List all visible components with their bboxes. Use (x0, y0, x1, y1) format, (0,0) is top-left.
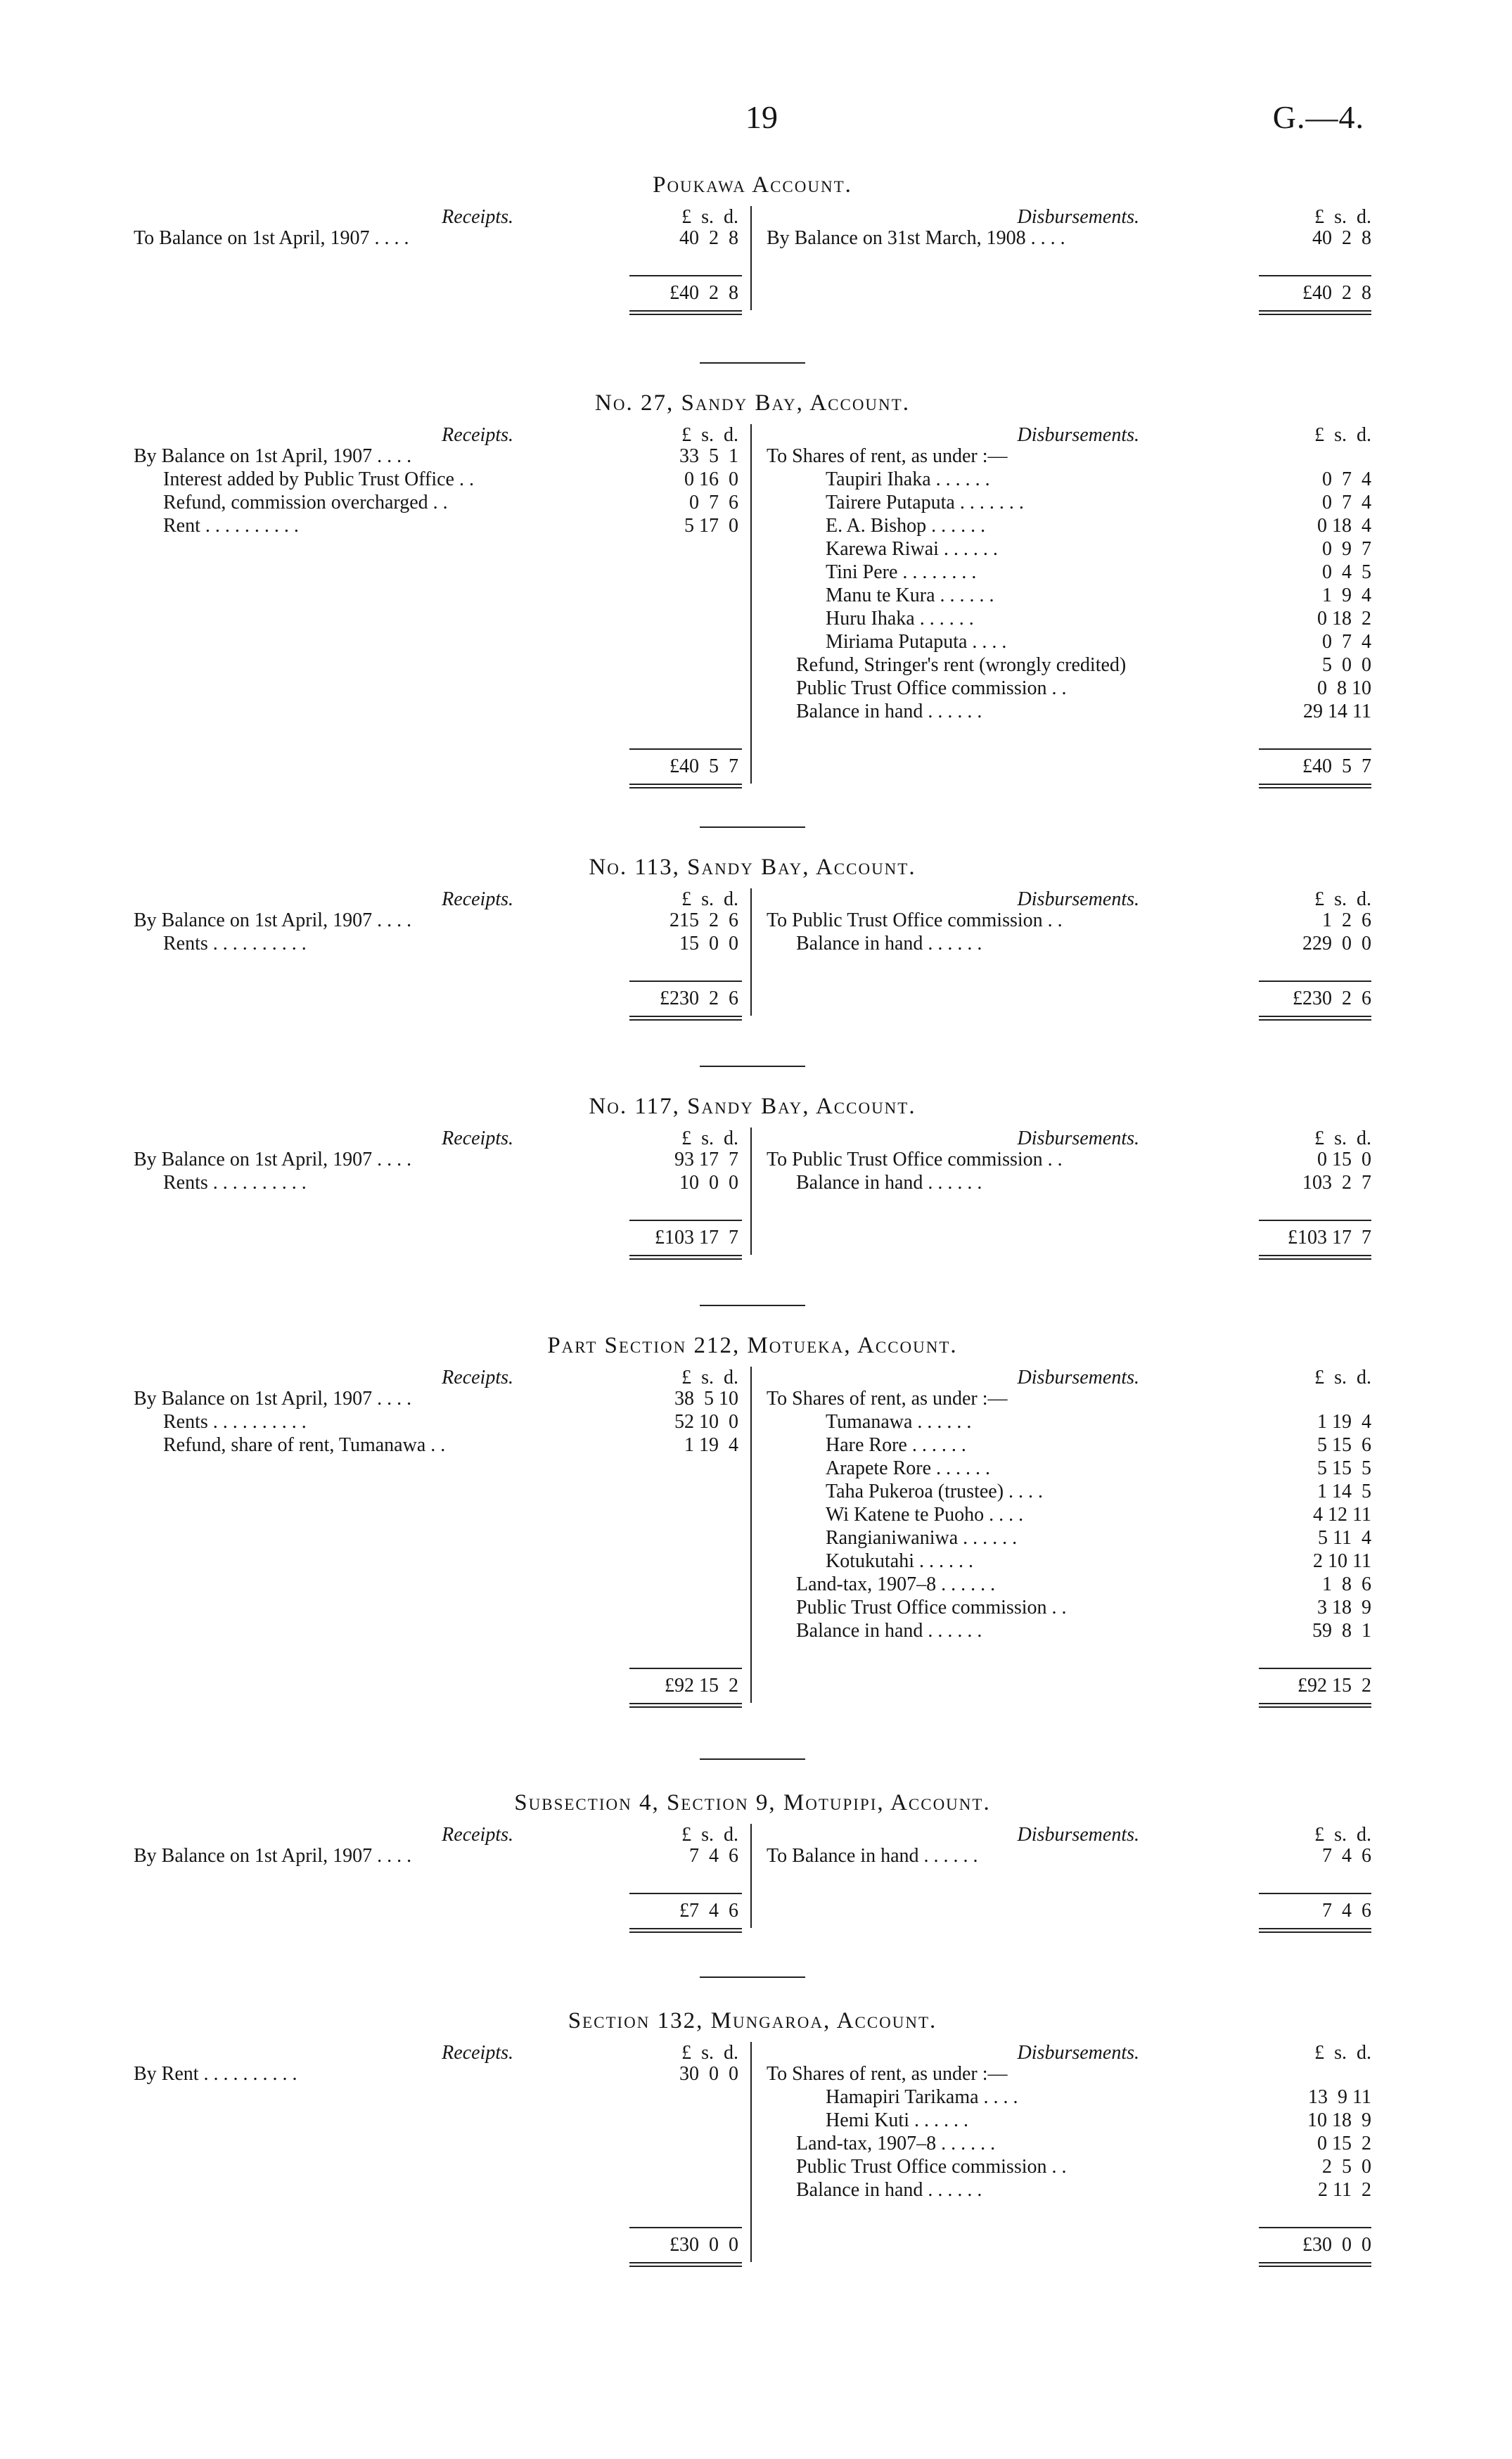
disbursements-row (752, 1411, 1371, 1434)
receipts-row (134, 1149, 752, 1172)
disbursements-row (752, 1172, 1371, 1195)
disbursements-row (752, 631, 1371, 654)
entry-description: To Shares of rent, as under :— (767, 2063, 1008, 2085)
disbursements-column (752, 206, 1371, 304)
account-section (134, 1333, 1371, 1697)
disbursements-row (752, 1457, 1371, 1481)
disbursements-row (752, 933, 1371, 956)
total-rule-bottom (629, 1703, 742, 1708)
entry-description: Taupiri Ihaka . . . . . . (826, 468, 990, 490)
entry-amount: 3 18 9 (1317, 1597, 1371, 1618)
receipts-row (134, 468, 752, 492)
disbursements-row (752, 1620, 1371, 1643)
total-rule-top (629, 981, 742, 982)
receipts-column (134, 1824, 752, 1922)
section-separator (700, 362, 805, 364)
receipts-row (134, 1845, 752, 1868)
disbursements-column (752, 2042, 1371, 2256)
entry-amount: 30 0 0 (679, 2063, 738, 2085)
entry-description: Rangianiwaniwa . . . . . . (826, 1527, 1018, 1549)
receipts-column (134, 206, 752, 304)
entry-description: Wi Katene te Puoho . . . . (826, 1504, 1024, 1526)
disbursements-total: £40 5 7 (1302, 755, 1371, 777)
disbursements-row (752, 2179, 1371, 2202)
entry-description: Public Trust Office commission . . (796, 2156, 1067, 2178)
disbursements-total: £103 17 7 (1288, 1227, 1371, 1248)
receipts-heading: Receipts. (442, 1367, 513, 1388)
disbursements-row (752, 1573, 1371, 1597)
total-rule-top (629, 275, 742, 276)
total-rule-bottom (629, 2262, 742, 2267)
disbursements-total: 7 4 6 (1322, 1900, 1371, 1922)
total-rule-top (629, 748, 742, 750)
entry-amount: 0 7 4 (1322, 631, 1371, 653)
entry-description: By Balance on 1st April, 1907 . . . . (134, 1149, 412, 1170)
receipts-row (134, 909, 752, 933)
disbursements-row (752, 909, 1371, 933)
entry-description: Public Trust Office commission . . (796, 1597, 1067, 1618)
currency-heading: £ s. d. (681, 1367, 738, 1388)
entry-description: Miriama Putaputa . . . . (826, 631, 1007, 653)
entry-description: Karewa Riwai . . . . . . (826, 538, 998, 560)
entry-amount: 33 5 1 (679, 445, 738, 467)
entry-amount: 0 9 7 (1322, 538, 1371, 560)
receipts-column (134, 1128, 752, 1248)
entry-amount: 93 17 7 (674, 1149, 738, 1170)
disbursements-row (752, 1434, 1371, 1457)
total-rule-top (1259, 1220, 1371, 1221)
entry-amount: 0 16 0 (684, 468, 738, 490)
disbursements-row (752, 2156, 1371, 2179)
entry-description: Tini Pere . . . . . . . . (826, 561, 977, 583)
entry-description: Hemi Kuti . . . . . . (826, 2109, 968, 2131)
entry-amount: 5 11 4 (1318, 1527, 1371, 1549)
section-separator (700, 1305, 805, 1306)
disbursements-row (752, 585, 1371, 608)
disbursements-heading: Disbursements. (1017, 1128, 1139, 1149)
entry-description: Balance in hand . . . . . . (796, 701, 982, 722)
section-separator (700, 1758, 805, 1760)
entry-amount: 5 15 5 (1317, 1457, 1371, 1479)
disbursements-header (752, 1367, 1371, 1388)
total-rule-bottom (1259, 1703, 1371, 1708)
total-rule-bottom (629, 310, 742, 315)
disbursements-column (752, 1128, 1371, 1248)
receipts-header (134, 1367, 752, 1388)
entry-description: By Balance on 31st March, 1908 . . . . (767, 227, 1065, 249)
entry-description: Balance in hand . . . . . . (796, 1620, 982, 1642)
disbursements-header (752, 1824, 1371, 1845)
entry-amount: 0 18 2 (1317, 608, 1371, 630)
total-rule-top (1259, 981, 1371, 982)
entry-description: Balance in hand . . . . . . (796, 1172, 982, 1194)
entry-description: Hamapiri Tarikama . . . . (826, 2086, 1018, 2108)
receipts-header (134, 2042, 752, 2063)
entry-description: By Balance on 1st April, 1907 . . . . (134, 1845, 412, 1867)
entry-amount: 0 18 4 (1317, 515, 1371, 537)
entry-description: To Balance in hand . . . . . . (767, 1845, 978, 1867)
receipts-total: £40 2 8 (669, 282, 738, 304)
currency-heading: £ s. d. (1314, 424, 1371, 446)
currency-heading: £ s. d. (681, 1824, 738, 1846)
total-rule-top (1259, 748, 1371, 750)
section-separator (700, 1066, 805, 1067)
entry-amount: 103 2 7 (1302, 1172, 1371, 1194)
entry-amount: 0 7 4 (1322, 492, 1371, 513)
entry-amount: 0 15 0 (1317, 1149, 1371, 1170)
currency-heading: £ s. d. (1314, 888, 1371, 910)
currency-heading: £ s. d. (681, 2042, 738, 2064)
receipts-column (134, 888, 752, 1009)
total-rule-top (629, 2227, 742, 2228)
entry-description: Kotukutahi . . . . . . (826, 1550, 973, 1572)
disbursements-row (752, 2133, 1371, 2156)
receipts-total: £230 2 6 (660, 988, 738, 1009)
total-rule-bottom (629, 1255, 742, 1260)
entry-description: By Rent . . . . . . . . . . (134, 2063, 297, 2085)
entry-amount: 38 5 10 (674, 1388, 738, 1410)
entry-amount: 59 8 1 (1312, 1620, 1371, 1642)
receipts-heading: Receipts. (442, 206, 513, 228)
entry-amount: 0 7 6 (689, 492, 738, 513)
entry-description: Tumanawa . . . . . . (826, 1411, 972, 1433)
entry-description: Manu te Kura . . . . . . (826, 585, 994, 606)
total-rule-bottom (1259, 1255, 1371, 1260)
total-rule-top (1259, 2227, 1371, 2228)
receipts-header (134, 206, 752, 227)
entry-amount: 1 19 4 (1317, 1411, 1371, 1433)
entry-amount: 0 8 10 (1317, 677, 1371, 699)
entry-amount: 1 9 4 (1322, 585, 1371, 606)
receipts-column (134, 424, 752, 777)
disbursements-header (752, 888, 1371, 909)
disbursements-row (752, 445, 1371, 468)
disbursements-row (752, 1845, 1371, 1868)
account-title: No. 27, Sandy Bay, Account. (595, 390, 910, 416)
entry-amount: 1 2 6 (1322, 909, 1371, 931)
entry-description: E. A. Bishop . . . . . . (826, 515, 986, 537)
entry-description: To Public Trust Office commission . . (767, 1149, 1063, 1170)
disbursements-row (752, 1481, 1371, 1504)
disbursements-heading: Disbursements. (1017, 888, 1139, 910)
entry-amount: 229 0 0 (1302, 933, 1371, 954)
disbursements-row (752, 2109, 1371, 2133)
section-separator (700, 826, 805, 828)
receipts-row (134, 933, 752, 956)
entry-description: Rents . . . . . . . . . . (163, 933, 307, 954)
entry-description: Public Trust Office commission . . (796, 677, 1067, 699)
account-section (134, 2008, 1371, 2289)
total-rule-bottom (1259, 1016, 1371, 1021)
disbursements-row (752, 561, 1371, 585)
receipts-row (134, 445, 752, 468)
disbursements-row (752, 227, 1371, 250)
disbursements-heading: Disbursements. (1017, 206, 1139, 228)
entry-description: To Public Trust Office commission . . (767, 909, 1063, 931)
disbursements-row (752, 1527, 1371, 1550)
disbursements-column (752, 424, 1371, 777)
total-rule-top (1259, 1893, 1371, 1894)
entry-amount: 7 4 6 (1322, 1845, 1371, 1867)
disbursements-row (752, 1149, 1371, 1172)
receipts-heading: Receipts. (442, 424, 513, 446)
disbursements-row (752, 538, 1371, 561)
account-title: Part Section 212, Motueka, Account. (547, 1333, 958, 1358)
account-title: No. 117, Sandy Bay, Account. (589, 1094, 916, 1119)
receipts-column (134, 2042, 752, 2256)
disbursements-total: £92 15 2 (1298, 1675, 1371, 1697)
receipts-row (134, 1434, 752, 1457)
total-rule-bottom (1259, 1928, 1371, 1933)
receipts-header (134, 888, 752, 909)
total-rule-bottom (629, 1016, 742, 1021)
total-rule-top (1259, 275, 1371, 276)
entry-amount: 2 10 11 (1313, 1550, 1371, 1572)
entry-amount: 7 4 6 (689, 1845, 738, 1867)
entry-amount: 40 2 8 (1312, 227, 1371, 249)
receipts-header (134, 1128, 752, 1149)
total-rule-top (1259, 1668, 1371, 1669)
entry-description: Rents . . . . . . . . . . (163, 1172, 307, 1194)
disbursements-row (752, 654, 1371, 677)
entry-description: Arapete Rore . . . . . . (826, 1457, 991, 1479)
receipts-heading: Receipts. (442, 1128, 513, 1149)
disbursements-header (752, 1128, 1371, 1149)
currency-heading: £ s. d. (681, 1128, 738, 1149)
disbursements-row (752, 2063, 1371, 2086)
entry-description: Refund, share of rent, Tumanawa . . (163, 1434, 446, 1456)
receipts-row (134, 492, 752, 515)
entry-description: Hare Rore . . . . . . (826, 1434, 966, 1456)
entry-description: To Shares of rent, as under :— (767, 1388, 1008, 1410)
disbursements-total: £30 0 0 (1302, 2234, 1371, 2256)
currency-heading: £ s. d. (681, 424, 738, 446)
entry-amount: 0 4 5 (1322, 561, 1371, 583)
disbursements-row (752, 2086, 1371, 2109)
currency-heading: £ s. d. (1314, 1367, 1371, 1388)
currency-heading: £ s. d. (1314, 2042, 1371, 2064)
account-title: Subsection 4, Section 9, Motupipi, Account. (514, 1790, 991, 1815)
receipts-row (134, 1172, 752, 1195)
entry-description: Land-tax, 1907–8 . . . . . . (796, 1573, 996, 1595)
receipts-header (134, 1824, 752, 1845)
entry-description: Land-tax, 1907–8 . . . . . . (796, 2133, 996, 2154)
account-title: No. 113, Sandy Bay, Account. (589, 855, 916, 880)
disbursements-row (752, 468, 1371, 492)
entry-amount: 2 5 0 (1322, 2156, 1371, 2178)
disbursements-row (752, 608, 1371, 631)
entry-description: Rents . . . . . . . . . . (163, 1411, 307, 1433)
currency-heading: £ s. d. (681, 888, 738, 910)
entry-amount: 0 15 2 (1317, 2133, 1371, 2154)
receipts-column (134, 1367, 752, 1697)
entry-description: Refund, Stringer's rent (wrongly credited) (796, 654, 1127, 676)
entry-amount: 0 7 4 (1322, 468, 1371, 490)
entry-description: Rent . . . . . . . . . . (163, 515, 299, 537)
entry-amount: 1 14 5 (1317, 1481, 1371, 1502)
disbursements-row (752, 1504, 1371, 1527)
total-rule-bottom (629, 784, 742, 788)
entry-description: Tairere Putaputa . . . . . . . (826, 492, 1024, 513)
receipts-heading: Receipts. (442, 2042, 513, 2064)
disbursements-heading: Disbursements. (1017, 2042, 1139, 2064)
disbursements-heading: Disbursements. (1017, 1824, 1139, 1846)
entry-description: Huru Ihaka . . . . . . (826, 608, 974, 630)
entry-amount: 40 2 8 (679, 227, 738, 249)
disbursements-header (752, 206, 1371, 227)
entry-amount: 15 0 0 (679, 933, 738, 954)
receipts-row (134, 1411, 752, 1434)
total-rule-bottom (629, 1928, 742, 1933)
receipts-header (134, 424, 752, 445)
entry-amount: 5 0 0 (1322, 654, 1371, 676)
receipts-row (134, 515, 752, 538)
disbursements-row (752, 515, 1371, 538)
entry-description: By Balance on 1st April, 1907 . . . . (134, 1388, 412, 1410)
receipts-heading: Receipts. (442, 1824, 513, 1846)
entry-amount: 215 2 6 (669, 909, 738, 931)
account-title: Section 132, Mungaroa, Account. (568, 2008, 937, 2033)
entry-amount: 10 0 0 (679, 1172, 738, 1194)
total-rule-top (629, 1220, 742, 1221)
receipts-row (134, 227, 752, 250)
disbursements-row (752, 701, 1371, 724)
receipts-total: £40 5 7 (669, 755, 738, 777)
entry-description: Interest added by Public Trust Office . . (163, 468, 474, 490)
entry-amount: 13 9 11 (1308, 2086, 1371, 2108)
entry-description: Taha Pukeroa (trustee) . . . . (826, 1481, 1044, 1502)
entry-description: By Balance on 1st April, 1907 . . . . (134, 445, 412, 467)
receipts-row (134, 1388, 752, 1411)
disbursements-heading: Disbursements. (1017, 1367, 1139, 1388)
receipts-total: £92 15 2 (665, 1675, 738, 1697)
total-rule-top (629, 1668, 742, 1669)
entry-amount: 10 18 9 (1307, 2109, 1371, 2131)
disbursements-row (752, 492, 1371, 515)
disbursements-total: £230 2 6 (1293, 988, 1371, 1009)
total-rule-bottom (1259, 2262, 1371, 2267)
document-reference: G.—4. (1272, 99, 1364, 135)
entry-description: To Shares of rent, as under :— (767, 445, 1008, 467)
disbursements-column (752, 1824, 1371, 1922)
disbursements-row (752, 1550, 1371, 1573)
entry-amount: 5 17 0 (684, 515, 738, 537)
currency-heading: £ s. d. (1314, 1824, 1371, 1846)
account-title: Poukawa Account. (653, 172, 852, 198)
entry-description: Refund, commission overcharged . . (163, 492, 448, 513)
page-number: 19 (745, 99, 778, 135)
entry-amount: 52 10 0 (674, 1411, 738, 1433)
receipts-total: £7 4 6 (679, 1900, 738, 1922)
currency-heading: £ s. d. (681, 206, 738, 228)
section-separator (700, 1976, 805, 1978)
entry-description: By Balance on 1st April, 1907 . . . . (134, 909, 412, 931)
disbursements-column (752, 888, 1371, 1009)
disbursements-column (752, 1367, 1371, 1697)
entry-amount: 4 12 11 (1313, 1504, 1371, 1526)
entry-amount: 1 8 6 (1322, 1573, 1371, 1595)
receipts-row (134, 2063, 752, 2086)
total-rule-bottom (1259, 310, 1371, 315)
receipts-total: £103 17 7 (655, 1227, 738, 1248)
total-rule-top (629, 1893, 742, 1894)
entry-description: Balance in hand . . . . . . (796, 2179, 982, 2201)
disbursements-header (752, 424, 1371, 445)
currency-heading: £ s. d. (1314, 206, 1371, 228)
account-section (134, 390, 1371, 777)
disbursements-row (752, 1597, 1371, 1620)
entry-amount: 1 19 4 (684, 1434, 738, 1456)
disbursements-row (752, 1388, 1371, 1411)
total-rule-bottom (1259, 784, 1371, 788)
disbursements-total: £40 2 8 (1302, 282, 1371, 304)
disbursements-heading: Disbursements. (1017, 424, 1139, 446)
disbursements-row (752, 677, 1371, 701)
entry-amount: 29 14 11 (1303, 701, 1371, 722)
disbursements-header (752, 2042, 1371, 2063)
currency-heading: £ s. d. (1314, 1128, 1371, 1149)
receipts-total: £30 0 0 (669, 2234, 738, 2256)
entry-description: To Balance on 1st April, 1907 . . . . (134, 227, 409, 249)
receipts-heading: Receipts. (442, 888, 513, 910)
entry-description: Balance in hand . . . . . . (796, 933, 982, 954)
entry-amount: 2 11 2 (1318, 2179, 1371, 2201)
entry-amount: 5 15 6 (1317, 1434, 1371, 1456)
